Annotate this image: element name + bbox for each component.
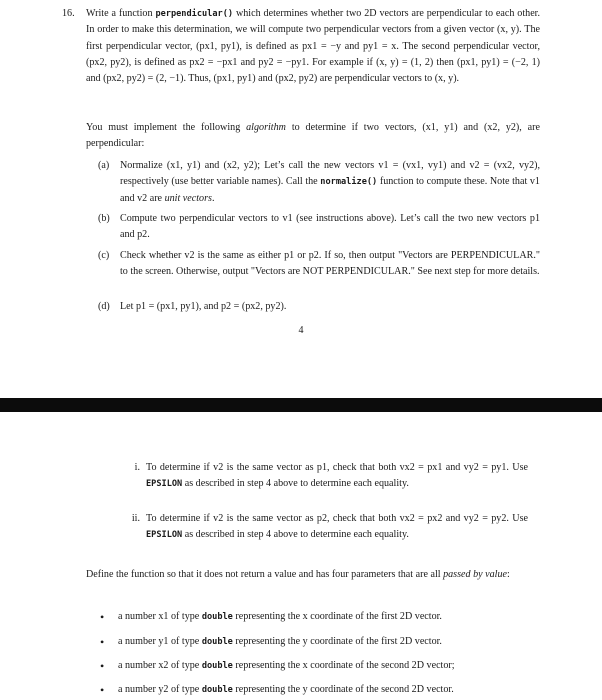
type-double: double (201, 661, 233, 671)
step-b (98, 211, 540, 244)
step-text: Check whether v2 is the same as either p1 or p2. If so, then output "Vectors are PERPENDICULAR." to the screen. Otherwise, output "Vectors are NOT PERPENDICULAR." See next step for more details. (120, 250, 540, 278)
substep-label: ii. (131, 513, 140, 524)
substep-label: i. (134, 462, 140, 473)
problem-16-paragraph (62, 6, 540, 87)
step-c (98, 248, 540, 281)
substep-text: To determine if v2 is the same vector as p2, check that both vx2 = px2 and vy2 = py2. Use EPSILON as described in step 4 above to determine each equality. (146, 513, 528, 541)
step-text: Let p1 = (px1, py1), and p2 = (px2, py2). (120, 301, 287, 312)
step-label: (a) (98, 160, 110, 171)
substep-i (118, 460, 528, 493)
substep-text: To determine if v2 is the same vector as p1, check that both vx2 = px1 and vy2 = py1. Use EPSILON as described in step 4 above to determine each equality. (146, 462, 528, 490)
bullet-icon: • (100, 683, 105, 697)
constant-epsilon: EPSILON (146, 530, 183, 541)
step-label: (d) (98, 301, 110, 312)
step-d (98, 299, 540, 315)
bullet-icon: • (100, 635, 105, 649)
page-number: 4 (298, 325, 304, 336)
step-label: (b) (98, 213, 110, 224)
define-function-paragraph: Define the function so that it does not return a value and has four parameters that are all passed by value: (86, 569, 510, 580)
step-text: Compute two perpendicular vectors to v1 (see instructions above). Let’s call the two new vectors p1 and p2. (120, 213, 540, 241)
param-y2: • a number y2 of type double representing the y coordinate of the second 2D vector. (100, 683, 454, 697)
type-double: double (201, 637, 233, 647)
param-x2: • a number x2 of type double representing the x coordinate of the second 2D vector; (100, 659, 455, 673)
type-double: double (201, 685, 233, 695)
constant-epsilon: EPSILON (146, 479, 183, 490)
page-separator (0, 398, 602, 412)
bullet-icon: • (100, 610, 105, 624)
problem-number: 16. (62, 8, 75, 19)
problem-intro-text: Write a function perpendicular() which determines whether two 2D vectors are perpendicular to each other. In order to make this determination, we will compute two perpendicular vectors from a given vector (x, y). The first perpendicular vector, (px1, py1), is defined as px1 = −y and py1 = x. The second perpendicular vector, (px2, py2), is defined as px2 = −px1 and py2 = −py1. For example if (x, y) = (1, 2) then (px1, py1) = (−2, 1) and (px2, py2) = (2, −1). Thus, (px1, py1) and (px2, py2) are perpendicular vectors to (x, y). (86, 8, 541, 85)
param-x1: • a number x1 of type double representing the x coordinate of the first 2D vector. (100, 610, 442, 624)
document-page-2 (0, 412, 602, 700)
step-a (98, 158, 540, 207)
type-double: double (201, 612, 233, 622)
function-name-normalize: normalize() (320, 177, 378, 188)
bullet-icon: • (100, 659, 105, 673)
function-name-perpendicular: perpendicular() (155, 9, 234, 19)
algorithm-intro: You must implement the following algorithm to determine if two vectors, (x1, y1) and (x2, y2), are perpendicular: (86, 122, 541, 150)
substep-ii (118, 511, 528, 544)
step-text: Normalize (x1, y1) and (x2, y2); Let’s call the new vectors v1 = (vx1, vy1) and v2 = (vx2, vy2), respectively (use better variable names). Call the normalize() function to compute these. Note that v1 and v2 are unit vectors. (120, 160, 540, 204)
step-label: (c) (98, 250, 110, 261)
param-y1: • a number y1 of type double representing the y coordinate of the first 2D vector. (100, 635, 442, 649)
